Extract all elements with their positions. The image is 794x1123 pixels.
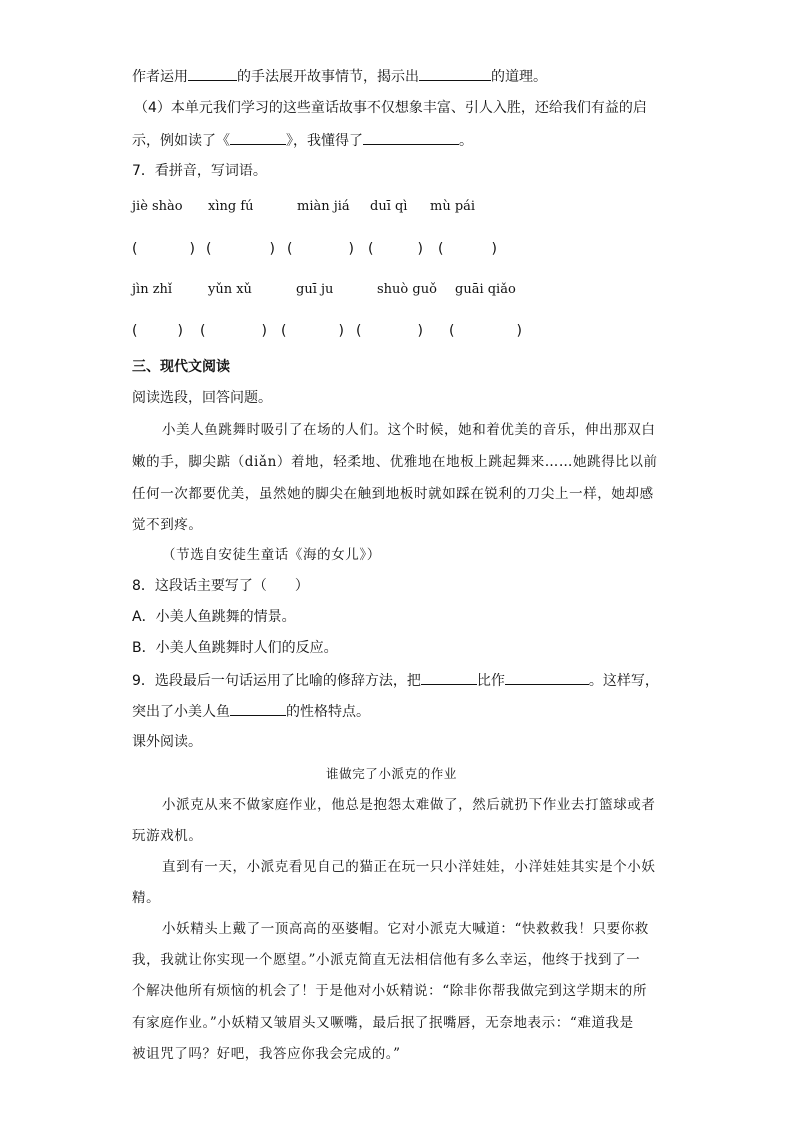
answer-blank[interactable]: [230, 701, 286, 716]
answer-blank[interactable]: [188, 66, 237, 81]
q6-line-4: （4）本单元我们学习的这些童话故事不仅想象丰富、引人入胜，还给我们有益的启: [134, 100, 647, 116]
pinyin-label: shuò guǒ: [377, 282, 437, 297]
story-line: 玩游戏机。: [132, 828, 203, 844]
passage-line: 觉不到疼。: [132, 517, 203, 533]
answer-paren-box[interactable]: ( ): [438, 241, 497, 257]
answer-paren-box[interactable]: ( ): [281, 323, 344, 339]
answer-paren-box[interactable]: ( ): [356, 323, 423, 339]
story-line: 我，我就让你实现一个愿望。”小派克简直无法相信他有多么幸运，他终于找到了一: [132, 952, 641, 968]
pinyin-label: mù pái: [430, 199, 476, 214]
extra-reading-label: 课外阅读。: [132, 734, 202, 750]
answer-blank[interactable]: [230, 130, 286, 145]
pinyin-label: guī ju: [296, 282, 334, 297]
q8-option-a[interactable]: A．小美人鱼跳舞的情景。: [132, 609, 296, 625]
q7-title: 7．看拼音，写词语。: [132, 163, 267, 179]
q9-line-1: 9．选段最后一句话运用了比喻的修辞方法，把 比作 。这样写，: [132, 670, 659, 691]
passage-line: 任何一次都要优美，虽然她的脚尖在触到地板时就如踩在锐利的刀尖上一样，她却感: [132, 486, 654, 502]
answer-blank[interactable]: [419, 66, 491, 81]
answer-paren-box[interactable]: ( ): [200, 323, 267, 339]
story-line: 小派克从来不做家庭作业，他总是抱怨太难做了，然后就扔下作业去打篮球或者: [162, 797, 656, 813]
story-line: 小妖精头上戴了一顶高高的巫婆帽。它对小派克大喊道：“快救救我！只要你救: [162, 921, 649, 937]
answer-paren-box[interactable]: ( ): [206, 241, 275, 257]
story-line: 直到有一天，小派克看见自己的猫正在玩一只小洋娃娃，小洋娃娃其实是个小妖: [162, 859, 656, 875]
pinyin-label: duī qì: [370, 199, 408, 214]
answer-paren-box[interactable]: ( ): [449, 323, 522, 339]
section-heading: 三、现代文阅读: [132, 359, 230, 375]
answer-paren-box[interactable]: ( ): [287, 241, 354, 257]
story-line: 有家庭作业。”小妖精又皱眉头又噘嘴，最后抿了抿嘴唇，无奈地表示：“难道我是: [132, 1015, 634, 1031]
q9-line-2: 突出了小美人鱼 的性格特点。: [132, 701, 370, 722]
q6-line-3: 作者运用 的手法展开故事情节，揭示出 的道理。: [132, 66, 547, 87]
story-line: 被诅咒了吗？好吧，我答应你我会完成的。”: [132, 1046, 401, 1062]
answer-paren-box[interactable]: ( ): [368, 241, 423, 257]
answer-paren-box[interactable]: ( ): [132, 323, 183, 339]
pinyin-label: yǔn xǔ: [208, 282, 252, 297]
passage-line: 嫩的手，脚尖踮（diǎn）着地，轻柔地、优雅地在地板上跳起舞来……她跳得比以前: [132, 454, 658, 470]
pinyin-label: guāi qiǎo: [455, 282, 516, 297]
q6-line-5: 示，例如读了《 》，我懂得了 。: [132, 130, 473, 151]
answer-blank[interactable]: [421, 670, 477, 685]
instruction-text: 阅读选段，回答问题。: [132, 390, 272, 406]
q8-text: 8．这段话主要写了（ ）: [132, 578, 309, 594]
pinyin-label: jiè shào: [132, 199, 183, 214]
pinyin-label: jìn zhǐ: [132, 282, 173, 297]
story-line: 个解决他所有烦恼的机会了！于是他对小妖精说：“除非你帮我做完到这学期末的所: [132, 983, 648, 999]
pinyin-label: xìng fú: [208, 199, 254, 214]
story-line: 精。: [132, 890, 161, 906]
passage-source: （节选自安徒生童话《海的女儿》）: [162, 547, 381, 563]
passage-line: 小美人鱼跳舞时吸引了在场的人们。这个时候，她和着优美的音乐，伸出那双白: [162, 422, 656, 438]
answer-blank[interactable]: [363, 130, 459, 145]
answer-blank[interactable]: [505, 670, 589, 685]
pinyin-label: miàn jiá: [297, 199, 350, 214]
q8-option-b[interactable]: B．小美人鱼跳舞时人们的反应。: [132, 640, 338, 656]
story-title: 谁做完了小派克的作业: [326, 766, 458, 781]
answer-paren-box[interactable]: ( ): [132, 241, 195, 257]
